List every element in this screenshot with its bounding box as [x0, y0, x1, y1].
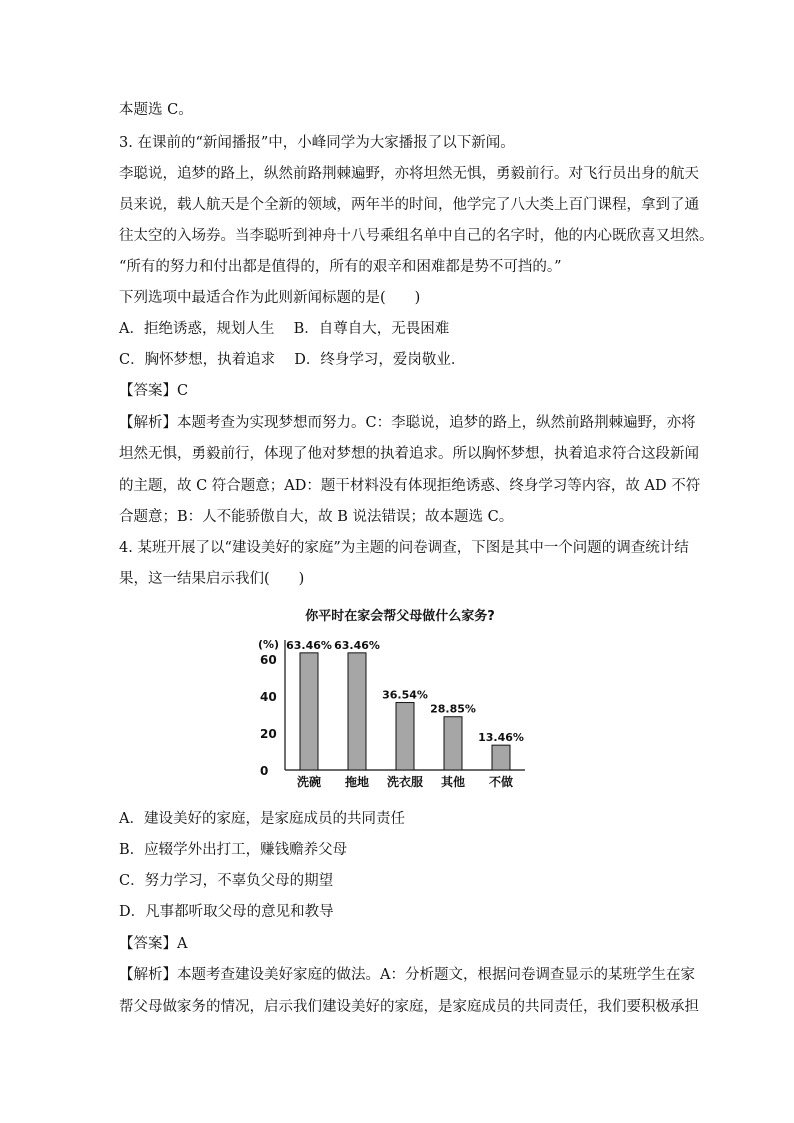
x-category-label: 拖地 [344, 775, 370, 789]
text-line: D．凡事都听取父母的意见和教导 [119, 904, 334, 920]
x-category-label: 其他 [440, 775, 466, 789]
bar-2 [396, 703, 414, 770]
text-line: 果，这一结果启示我们( ) [119, 571, 305, 587]
bar-chart-svg [250, 600, 550, 800]
bar-value-label: 63.46% [286, 638, 332, 652]
y-tick-label: 20 [260, 727, 277, 742]
text-line: 本题选 C。 [119, 102, 193, 118]
bar-4 [492, 745, 510, 770]
text-line: 的主题，故 C 符合题意；AD：题干材料没有体现拒绝诱惑、终身学习等内容，故 AD 不符 [119, 478, 701, 494]
text-line: 4. 某班开展了以“建设美好的家庭”为主题的问卷调查，下图是其中一个问题的调查统计结 [119, 540, 689, 556]
y-tick-label: 60 [260, 653, 277, 668]
text-line: 【答案】A [119, 936, 188, 952]
y-tick-label: 40 [260, 690, 277, 705]
text-line: A．拒绝诱惑，规划人生 B．自尊自大，无畏困难 [119, 321, 450, 337]
bar-3 [444, 717, 462, 770]
text-line: 【解析】本题考查为实现梦想而努力。C：李聪说，追梦的路上，纵然前路荆棘遍野，亦将 [119, 415, 696, 431]
text-line: 员来说，载人航天是个全新的领域，两年半的时间，他学完了八大类上百门课程，拿到了通 [119, 197, 699, 213]
text-line: B．应辍学外出打工，赚钱赡养父母 [119, 842, 348, 858]
bar-0 [300, 653, 318, 770]
text-line: A．建设美好的家庭，是家庭成员的共同责任 [119, 811, 405, 827]
text-line: 3. 在课前的“新闻播报”中，小峰同学为大家播报了以下新闻。 [119, 135, 515, 151]
bar-1 [348, 653, 366, 770]
x-category-label: 洗碗 [296, 775, 322, 789]
text-line: C．胸怀梦想，执着追求 D．终身学习，爱岗敬业． [119, 352, 466, 368]
bar-value-label: 63.46% [334, 638, 380, 652]
text-line: 李聪说，追梦的路上，纵然前路荆棘遍野，亦将坦然无惧，勇毅前行。对飞行员出身的航天 [119, 166, 699, 182]
text-line: 【解析】本题考查建设美好家庭的做法。A：分析题文，根据问卷调查显示的某班学生在家 [119, 967, 695, 983]
text-line: C．努力学习，不辜负父母的期望 [119, 873, 334, 889]
text-line: 往太空的入场券。当李聪听到神舟十八号乘组名单中自己的名字时，他的内心既欣喜又坦然。 [119, 228, 714, 244]
chart-title: 你平时在家会帮父母做什么家务? [305, 609, 495, 624]
survey-chart [250, 600, 550, 800]
y-tick-label: 0 [260, 764, 269, 778]
text-line: 合题意；B：人不能骄傲自大，故 B 说法错误；故本题选 C。 [119, 509, 514, 525]
text-line: 下列选项中最适合作为此则新闻标题的是( ) [119, 290, 421, 306]
bar-value-label: 36.54% [382, 688, 428, 702]
text-line: 帮父母做家务的情况，启示我们建设美好的家庭，是家庭成员的共同责任，我们要积极承担 [119, 999, 699, 1015]
text-line: 【答案】C [119, 383, 189, 399]
x-category-label: 不做 [488, 775, 514, 789]
bar-value-label: 13.46% [478, 731, 524, 745]
y-axis-unit-label: (%) [258, 638, 280, 651]
bar-value-label: 28.85% [430, 702, 476, 716]
text-line: 坦然无惧，勇毅前行，体现了他对梦想的执着追求。所以胸怀梦想，执着追求符合这段新闻 [119, 446, 699, 462]
x-category-label: 洗衣服 [386, 775, 424, 789]
text-line: “所有的努力和付出都是值得的，所有的艰辛和困难都是势不可挡的。” [119, 259, 562, 275]
